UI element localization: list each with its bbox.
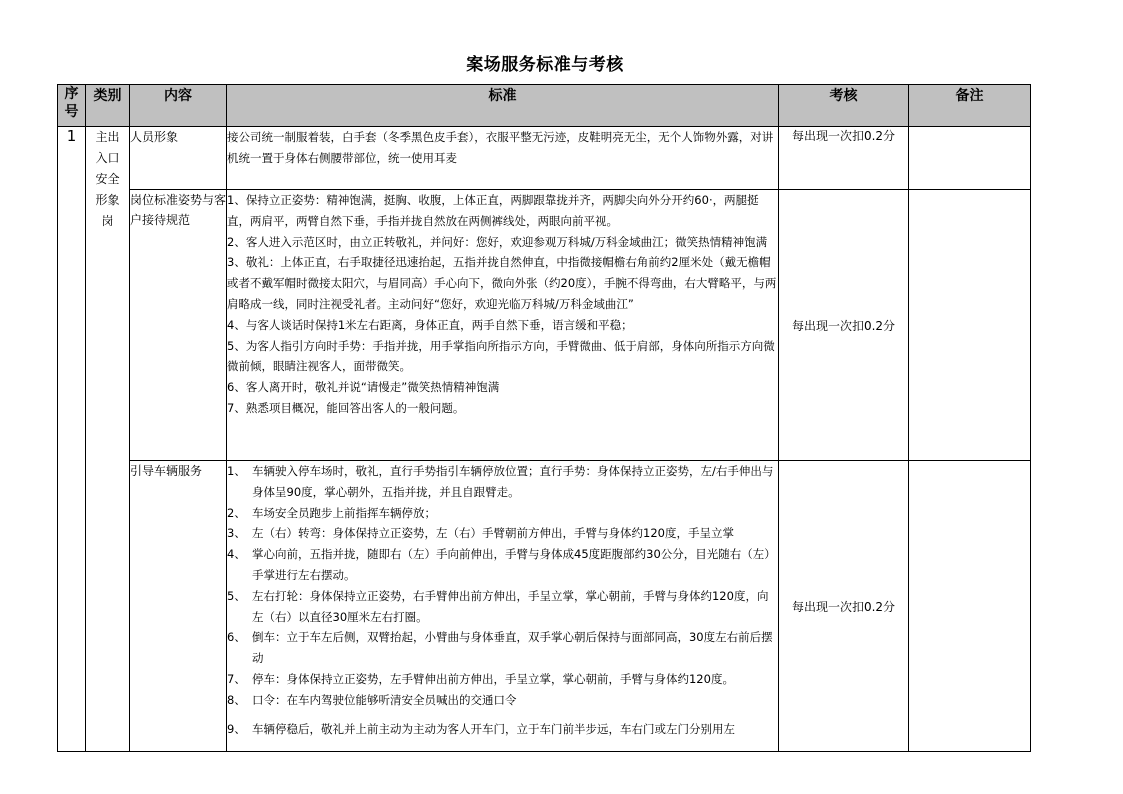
row-content: 岗位标准姿势与客户接待规范 <box>130 190 227 461</box>
row-assessment: 每出现一次扣0.2分 <box>779 190 909 461</box>
table-header-row <box>58 85 1031 127</box>
standard-item: 9、 车辆停稳后，敬礼并上前主动为主动为客人开车门，立于车门前半步远，车右门或左门分别用左 <box>227 721 735 736</box>
table-row <box>58 127 1031 190</box>
standard-item: 2、 车场安全员跑步上前指挥车辆停放； <box>227 505 436 520</box>
header-standard: 标准 <box>227 85 779 127</box>
standard-item: 6、 倒车：立于车左后侧，双臂抬起，小臂曲与身体垂直，双手掌心朝后保持与面部同高，30度左右前后摆动 <box>227 630 773 666</box>
table-row <box>58 190 1031 461</box>
row-standard: 接公司统一制服着装，白手套（冬季黑色皮手套），衣服平整无污迹，皮鞋明亮无尘，无个人饰物外露，对讲机统一置于身体右侧腰带部位，统一使用耳麦 <box>227 127 779 190</box>
section-category <box>86 127 130 752</box>
row-content: 引导车辆服务 <box>130 461 227 752</box>
section-number: 1 <box>58 127 86 752</box>
standard-item: 3、 左（右）转弯：身体保持立正姿势，左（右）手臂朝前方伸出，手臂与身体约120度，手呈立掌 <box>227 526 734 541</box>
standard-line: 5、为客人指引方向时手势：手指并拢，用手掌指向所指示方向，手臂微曲、低于肩部，身体向所指示方向微微前倾，眼睛注视客人，面带微笑。 <box>227 338 775 374</box>
standard-item: 7、 停车：身体保持立正姿势，左手臂伸出前方伸出，手呈立掌，掌心朝前，手臂与身体约120度。 <box>227 671 734 686</box>
header-assessment: 考核 <box>779 85 909 127</box>
standard-line: 4、与客人谈话时保持1米左右距离，身体正直，两手自然下垂，语言缓和平稳； <box>227 317 633 332</box>
standards-table <box>57 84 1031 752</box>
row-remarks <box>909 190 1031 461</box>
row-content: 人员形象 <box>130 127 227 190</box>
header-category: 类别 <box>86 85 130 127</box>
row-standard <box>227 190 779 461</box>
document-title: 案场服务标准与考核 <box>466 55 624 75</box>
standard-line: 6、客人离开时，敬礼并说“请慢走”微笑热情精神饱满 <box>227 380 500 395</box>
header-seq: 序号 <box>58 85 86 127</box>
table-row <box>58 461 1031 752</box>
header-remarks: 备注 <box>909 85 1031 127</box>
header-content: 内容 <box>130 85 227 127</box>
standard-item: 5、 左右打轮：身体保持立正姿势，右手臂伸出前方伸出，手呈立掌，掌心朝前，手臂与身体约120度，向左（右）以直径30厘米左右打圈。 <box>227 588 769 624</box>
standard-item: 4、 掌心向前，五指并拢，随即右（左）手向前伸出，手臂与身体成45度距腹部约30公分，目光随右（左）手掌进行左右摆动。 <box>227 547 776 582</box>
section-category-label: 主出入口安全形象岗 <box>95 130 120 228</box>
standard-line: 3、敬礼：上体正直，右手取捷径迅速抬起，五指并拢自然伸直，中指微接帽檐右角前约2厘米处（戴无檐帽或者不戴军帽时微接太阳穴，与眉同高）手心向下，微向外张（约20度），手腕不得弯曲，右大臂略平，与两肩略成一线，同时注视受礼者。主动问好“您好，欢迎光临万科城/万科金域曲江” <box>227 255 777 311</box>
row-assessment: 每出现一次扣0.2分 <box>779 461 909 752</box>
row-remarks <box>909 127 1031 190</box>
row-standard <box>227 461 779 752</box>
standard-line: 2、客人进入示范区时，由立正转敬礼，并问好：您好，欢迎参观万科城/万科金域曲江；微笑热情精神饱满 <box>227 234 768 249</box>
row-remarks <box>909 461 1031 752</box>
standard-item: 1、 车辆驶入停车场时，敬礼，直行手势指引车辆停放位置；直行手势：身体保持立正姿势，左/右手伸出与身体呈90度，掌心朝外，五指并拢，并且自跟臂走。 <box>227 464 774 499</box>
standard-item: 8、 口令：在车内驾驶位能够听清安全员喊出的交通口令 <box>227 692 517 707</box>
row-assessment: 每出现一次扣0.2分 <box>779 127 909 190</box>
standard-line: 7、熟悉项目概况，能回答出客人的一般问题。 <box>227 400 465 415</box>
standard-line: 1、保持立正姿势：精神饱满，挺胸、收腹，上体正直，两脚跟靠拢并齐，两脚尖向外分开约60·，两腿挺直，两肩平，两臂自然下垂，手指并拢自然放在两侧裤线处，两眼向前平视。 <box>227 193 759 228</box>
